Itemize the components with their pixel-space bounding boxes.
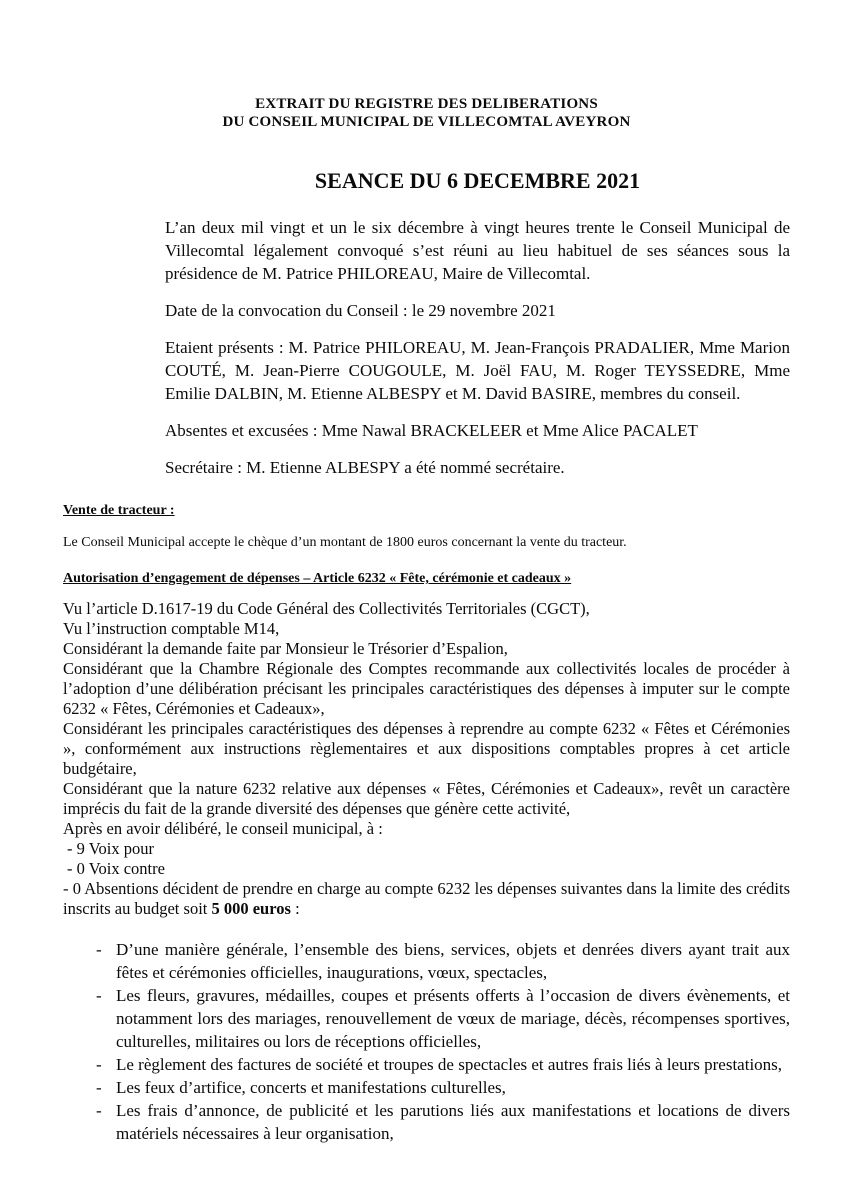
expense-list: [95, 938, 790, 1145]
legal-line-vu-article: Vu l’article D.1617-19 du Code Général des Collectivités Territoriales (CGCT),: [63, 599, 590, 618]
votes-for-line: - 9 Voix pour: [67, 839, 154, 858]
attendees-paragraph: Etaient présents : M. Patrice PHILOREAU, M. Jean-François PRADALIER, Mme Marion COUTÉ, M. Jean-Pierre COUGOULE, M. Joël FAU, M. Roger TEYSSEDRE, Mme Emilie DALBIN, M. Etienne ALBESPY et M. David BASIRE, membres du conseil.: [165, 338, 790, 403]
legal-line-considerant-nature: Considérant que la nature 6232 relative aux dépenses « Fêtes, Cérémonies et Cadeaux», revêt un caractère imprécis du fait de la grande diversité des dépenses que génère cette activité,: [63, 779, 790, 818]
tractor-sale-heading: Vente de tracteur :: [63, 503, 175, 518]
header-line-1: EXTRAIT DU REGISTRE DES DELIBERATIONS: [255, 96, 598, 112]
expense-item-factures: - Le règlement des factures de société et troupes de spectacles et autres frais liés à leurs prestations,: [95, 1053, 790, 1076]
deliberation-intro-line: Après en avoir délibéré, le conseil municipal, à :: [63, 819, 383, 838]
expense-item-general: - D’une manière générale, l’ensemble des biens, services, objets et denrées divers ayant trait aux fêtes et cérémonies officielles, inaugurations, vœux, spectacles,: [95, 938, 790, 984]
document-header: [63, 95, 790, 131]
budget-amount: 5 000 euros: [211, 899, 291, 918]
tractor-sale-body: Le Conseil Municipal accepte le chèque d’un montant de 1800 euros concernant la vente du tracteur.: [63, 535, 627, 550]
abstentions-suffix: :: [290, 899, 300, 918]
legal-line-considerant-chambre: Considérant que la Chambre Régionale des Comptes recommande aux collectivités locales de procéder à l’adoption d’une délibération précisant les principales caractéristiques des dépenses à imputer sur le compte 6232 « Fêtes, Cérémonies et Cadeaux»,: [63, 659, 790, 718]
legal-line-vu-instruction: Vu l’instruction comptable M14,: [63, 619, 280, 638]
absent-line: Absentes et excusées : Mme Nawal BRACKELEER et Mme Alice PACALET: [165, 421, 698, 440]
legal-line-considerant-demande: Considérant la demande faite par Monsieur le Trésorier d’Espalion,: [63, 639, 508, 658]
seance-title: SEANCE DU 6 DECEMBRE 2021: [314, 168, 641, 193]
abstentions-text: - 0 Absentions décident de prendre en charge au compte 6232 les dépenses suivantes dans la limite des crédits inscrits au budget soit: [63, 879, 790, 918]
secretary-line: Secrétaire : M. Etienne ALBESPY a été nommé secrétaire.: [165, 458, 565, 477]
header-line-2: DU CONSEIL MUNICIPAL DE VILLECOMTAL AVEYRON: [222, 114, 631, 130]
expense-item-fleurs: - Les fleurs, gravures, médailles, coupes et présents offerts à l’occasion de divers évènements, et notamment lors des mariages, renouvellement de vœux de mariage, décès, récompenses sportives, culturelles, militaires ou lors de réceptions officielles,: [95, 984, 790, 1053]
abstentions-decision-line: [63, 879, 790, 919]
legal-line-considerant-caracteristiques: Considérant les principales caractéristiques des dépenses à reprendre au compte 6232 « Fêtes et Cérémonies », conformément aux instructions règlementaires et aux dispositions comptables propres à cet article budgétaire,: [63, 719, 790, 778]
convocation-line: Date de la convocation du Conseil : le 29 novembre 2021: [165, 301, 556, 320]
votes-against-line: - 0 Voix contre: [67, 859, 165, 878]
opening-paragraph: L’an deux mil vingt et un le six décembre à vingt heures trente le Conseil Municipal de Villecomtal légalement convoqué s’est réuni au lieu habituel de ses séances sous la présidence de M. Patrice PHILOREAU, Maire de Villecomtal.: [165, 218, 790, 283]
intro-block: [165, 216, 790, 479]
expense-authorization-heading: Autorisation d’engagement de dépenses – Article 6232 « Fête, cérémonie et cadeaux »: [63, 571, 572, 586]
expense-item-annonces: - Les frais d’annonce, de publicité et les parutions liés aux manifestations et locations de divers matériels nécessaires à leur organisation,: [95, 1099, 790, 1145]
deliberation-block: [63, 599, 790, 919]
expense-item-feux: - Les feux d’artifice, concerts et manifestations culturelles,: [95, 1076, 790, 1099]
